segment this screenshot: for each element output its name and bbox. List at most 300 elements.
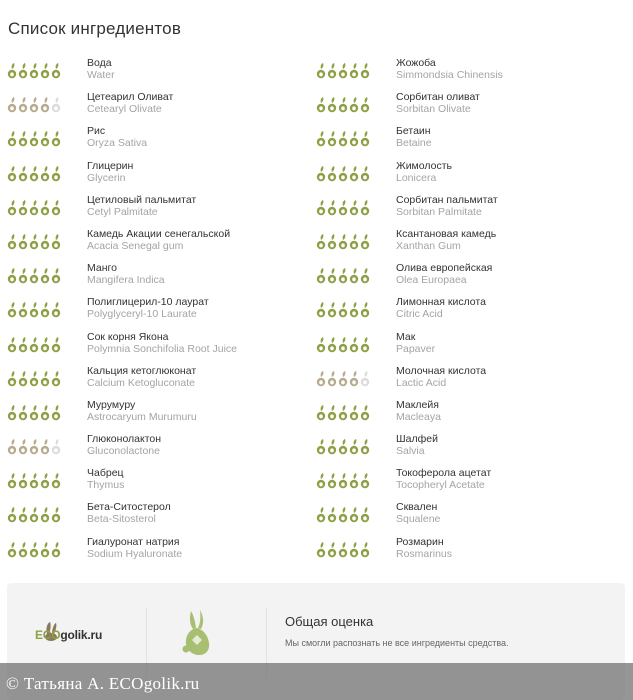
ingredient-names <box>87 160 133 184</box>
rating-drop-filled-icon <box>18 439 28 455</box>
rating-drop-filled-icon <box>327 268 337 284</box>
rating-drop-filled-icon <box>360 542 370 558</box>
ingredient-names <box>396 57 503 81</box>
rating-drop-filled-icon <box>349 337 359 353</box>
rating-drop-filled-icon <box>360 268 370 284</box>
ecogolik-logo-text[interactable] <box>35 628 102 642</box>
ingredient-item[interactable] <box>316 123 626 157</box>
ingredient-names <box>396 228 496 252</box>
rating-drop-filled-icon <box>18 542 28 558</box>
rating-drop-filled-icon <box>338 405 348 421</box>
rating-drop-filled-icon <box>327 166 337 182</box>
rating-drop-filled-icon <box>7 166 17 182</box>
rating-drop-filled-icon <box>29 542 39 558</box>
ingredient-rating <box>7 63 61 79</box>
rating-drop-filled-icon <box>29 507 39 523</box>
page-title: Список ингредиентов <box>8 19 182 38</box>
ingredient-name-ru: Сорбитан оливат <box>396 91 480 104</box>
rating-drop-filled-icon <box>349 234 359 250</box>
ingredient-name-ru: Сорбитан пальмитат <box>396 193 498 206</box>
ingredient-name-en: Thymus <box>87 479 125 492</box>
rating-drop-filled-icon <box>51 405 61 421</box>
ingredient-names <box>87 399 197 423</box>
rating-drop-filled-icon <box>360 439 370 455</box>
rating-drop-filled-icon <box>29 371 39 387</box>
ingredient-names <box>87 125 147 149</box>
ingredient-rating <box>316 234 370 250</box>
ingredient-item[interactable] <box>7 499 307 533</box>
ingredient-name-ru: Бетаин <box>396 125 431 138</box>
ingredient-names <box>396 331 435 355</box>
rating-drop-filled-icon <box>7 337 17 353</box>
rating-drop-filled-icon <box>7 473 17 489</box>
ingredient-names <box>396 467 491 491</box>
ingredient-name-en: Papaver <box>396 342 436 355</box>
ingredient-name-ru: Глицерин <box>87 159 134 172</box>
ingredient-item[interactable] <box>316 534 626 568</box>
rating-drop-filled-icon <box>29 268 39 284</box>
rating-drop-filled-icon <box>360 405 370 421</box>
rating-drop-filled-icon <box>40 473 50 489</box>
ingredient-item[interactable] <box>7 363 307 397</box>
rating-drop-filled-icon <box>338 234 348 250</box>
overall-rating-note: Мы смогли распознать не все ингредиенты средства. <box>285 638 509 648</box>
rating-drop-filled-icon <box>18 63 28 79</box>
ingredient-rating <box>7 371 61 387</box>
ingredient-item[interactable] <box>7 89 307 123</box>
rating-drop-filled-icon <box>29 439 39 455</box>
rating-drop-filled-icon <box>40 542 50 558</box>
ingredient-row <box>0 329 633 363</box>
rating-drop-filled-icon <box>349 507 359 523</box>
ingredient-row <box>0 363 633 397</box>
rating-drop-filled-icon <box>18 166 28 182</box>
rating-drop-filled-icon <box>349 542 359 558</box>
rating-drop-filled-icon <box>349 63 359 79</box>
rating-drop-filled-icon <box>40 234 50 250</box>
rating-drop-filled-icon <box>7 542 17 558</box>
ingredient-rating <box>7 166 61 182</box>
ingredient-item[interactable] <box>316 55 626 89</box>
rating-drop-filled-icon <box>40 439 50 455</box>
ingredient-name-en: Squalene <box>396 513 441 526</box>
ingredient-name-ru: Гиалуронат натрия <box>87 535 180 548</box>
ingredient-name-ru: Глюконолактон <box>87 433 162 446</box>
ingredient-name-ru: Цетиловый пальмитат <box>87 193 197 206</box>
ingredient-name-en: Polyglyceryl-10 Laurate <box>87 308 197 321</box>
ingredient-rating <box>316 302 370 318</box>
rating-drop-filled-icon <box>349 302 359 318</box>
ingredient-name-en: Tocopheryl Acetate <box>396 479 485 492</box>
watermark-text: © Татьяна А. ECOgolik.ru <box>6 674 200 693</box>
rating-drop-filled-icon <box>327 473 337 489</box>
ingredient-names <box>396 399 441 423</box>
rating-drop-filled-icon <box>360 302 370 318</box>
rating-drop-filled-icon <box>29 200 39 216</box>
ingredient-name-en: Olea Europaea <box>396 274 467 287</box>
ingredient-rating <box>316 268 370 284</box>
ingredient-item[interactable] <box>316 158 626 192</box>
rating-drop-filled-icon <box>7 371 17 387</box>
rating-drop-filled-icon <box>316 166 326 182</box>
ingredient-row <box>0 465 633 499</box>
rating-drop-filled-icon <box>338 131 348 147</box>
ingredient-name-ru: Жимолость <box>396 159 453 172</box>
rating-drop-filled-icon <box>338 200 348 216</box>
ingredient-name-ru: Розмарин <box>396 535 444 548</box>
ingredient-name-ru: Кальция кетоглюконат <box>87 364 197 377</box>
rating-drop-filled-icon <box>51 507 61 523</box>
rating-drop-filled-icon <box>7 405 17 421</box>
ingredient-item[interactable] <box>7 123 307 157</box>
rating-drop-filled-icon <box>349 405 359 421</box>
ingredient-names <box>87 91 173 115</box>
ingredient-name-ru: Жожоба <box>396 57 436 69</box>
ingredient-rating <box>7 97 61 113</box>
rating-drop-filled-icon <box>360 234 370 250</box>
ingredient-rating <box>7 473 61 489</box>
ingredient-row <box>0 158 633 192</box>
ingredient-item[interactable] <box>316 226 626 260</box>
rating-drop-filled-icon <box>338 439 348 455</box>
ingredient-name-en: Lonicera <box>396 171 437 184</box>
rating-drop-filled-icon <box>51 234 61 250</box>
ingredient-names <box>87 57 115 81</box>
ingredient-names <box>87 467 124 491</box>
ingredient-rating <box>316 63 370 79</box>
rating-drop-filled-icon <box>18 371 28 387</box>
ingredient-name-en: Cetyl Palmitate <box>87 205 158 218</box>
ingredient-name-en: Mangifera Indica <box>87 274 165 287</box>
ingredient-item[interactable] <box>316 329 626 363</box>
ingredient-name-en: Beta-Sitosterol <box>87 513 156 526</box>
rating-drop-filled-icon <box>327 234 337 250</box>
rating-drop-filled-icon <box>338 63 348 79</box>
ingredient-name-ru: Сквален <box>396 501 438 514</box>
rating-drop-filled-icon <box>18 302 28 318</box>
ingredient-name-ru: Мак <box>396 330 416 343</box>
rating-drop-filled-icon <box>360 131 370 147</box>
ingredient-name-en: Astrocaryum Murumuru <box>87 410 197 423</box>
ingredient-rating <box>7 405 61 421</box>
ingredient-item[interactable] <box>7 192 307 226</box>
ingredient-item[interactable] <box>316 363 626 397</box>
rating-drop-filled-icon <box>18 268 28 284</box>
ingredient-name-ru: Вода <box>87 57 112 69</box>
ingredient-rating <box>316 200 370 216</box>
ingredient-rating <box>7 234 61 250</box>
ingredient-item[interactable] <box>7 260 307 294</box>
rating-drop-filled-icon <box>338 542 348 558</box>
rating-drop-filled-icon <box>316 371 326 387</box>
ingredient-name-en: Macleaya <box>396 410 441 423</box>
ingredient-name-en: Cetearyl Olivate <box>87 103 162 116</box>
ingredient-name-en: Rosmarinus <box>396 547 453 560</box>
ingredient-rating <box>316 371 370 387</box>
rating-drop-filled-icon <box>316 131 326 147</box>
rating-drop-filled-icon <box>316 63 326 79</box>
ingredient-item[interactable] <box>316 499 626 533</box>
rating-drop-filled-icon <box>327 405 337 421</box>
rating-drop-filled-icon <box>29 97 39 113</box>
rating-drop-filled-icon <box>338 97 348 113</box>
ingredient-names <box>396 433 438 457</box>
ingredient-rating <box>7 268 61 284</box>
ingredient-name-ru: Ксантановая камедь <box>396 227 497 240</box>
ingredient-name-en: Betaine <box>396 137 432 150</box>
ingredient-names <box>87 331 237 355</box>
ingredient-item[interactable] <box>7 158 307 192</box>
ingredient-row <box>0 260 633 294</box>
rating-drop-filled-icon <box>360 473 370 489</box>
rating-drop-filled-icon <box>51 337 61 353</box>
ingredient-row <box>0 397 633 431</box>
rating-drop-filled-icon <box>51 166 61 182</box>
ingredient-rating <box>316 542 370 558</box>
ingredient-item[interactable] <box>316 192 626 226</box>
rating-drop-filled-icon <box>360 166 370 182</box>
rating-drop-filled-icon <box>327 63 337 79</box>
ingredient-names <box>87 536 182 560</box>
ingredient-names <box>396 365 486 389</box>
rating-drop-filled-icon <box>338 337 348 353</box>
rating-drop-empty-icon <box>51 97 61 113</box>
rating-drop-filled-icon <box>338 371 348 387</box>
ingredient-names <box>87 501 171 525</box>
ingredient-name-ru: Манго <box>87 262 117 275</box>
ingredient-list <box>0 55 633 568</box>
ingredient-name-en: Water <box>87 69 115 81</box>
ingredient-item[interactable] <box>316 294 626 328</box>
bunny-icon <box>177 607 217 657</box>
rating-drop-filled-icon <box>7 200 17 216</box>
ingredient-name-en: Xanthan Gum <box>396 239 461 252</box>
rating-drop-filled-icon <box>349 97 359 113</box>
ingredient-names <box>396 262 492 286</box>
rating-drop-filled-icon <box>327 97 337 113</box>
rating-drop-filled-icon <box>40 63 50 79</box>
rating-drop-filled-icon <box>40 200 50 216</box>
ingredient-rating <box>7 542 61 558</box>
ingredient-name-en: Salvia <box>396 445 425 458</box>
rating-drop-filled-icon <box>18 234 28 250</box>
rating-drop-filled-icon <box>360 200 370 216</box>
ingredient-name-ru: Шалфей <box>396 433 438 446</box>
ingredient-name-ru: Бета-Ситостерол <box>87 501 171 514</box>
rating-drop-filled-icon <box>40 337 50 353</box>
rating-drop-filled-icon <box>338 302 348 318</box>
ingredient-item[interactable] <box>7 226 307 260</box>
rating-drop-filled-icon <box>18 473 28 489</box>
ingredient-name-ru: Олива европейская <box>396 262 493 275</box>
ingredient-row <box>0 294 633 328</box>
logo-eco: ECO <box>35 628 61 642</box>
rating-drop-filled-icon <box>327 542 337 558</box>
rating-drop-filled-icon <box>18 405 28 421</box>
rating-drop-filled-icon <box>316 268 326 284</box>
ingredient-item[interactable] <box>316 89 626 123</box>
rating-drop-filled-icon <box>51 200 61 216</box>
rating-drop-filled-icon <box>40 371 50 387</box>
rating-drop-filled-icon <box>29 405 39 421</box>
ingredient-names <box>87 194 196 218</box>
ingredient-rating <box>7 507 61 523</box>
overall-rating-title: Общая оценка <box>285 614 374 629</box>
ingredient-rating <box>316 131 370 147</box>
ingredient-item[interactable] <box>7 465 307 499</box>
ingredient-rating <box>316 507 370 523</box>
ingredient-item[interactable] <box>316 431 626 465</box>
ingredient-names <box>396 194 498 218</box>
ingredient-rating <box>316 166 370 182</box>
ingredient-name-ru: Чабрец <box>87 467 124 480</box>
ingredient-rating <box>316 439 370 455</box>
rating-drop-filled-icon <box>29 337 39 353</box>
ingredient-item[interactable] <box>7 431 307 465</box>
ingredient-name-en: Lactic Acid <box>396 376 447 389</box>
rating-drop-filled-icon <box>349 473 359 489</box>
ingredient-item[interactable] <box>7 294 307 328</box>
ingredient-rating <box>7 439 61 455</box>
rating-drop-filled-icon <box>349 200 359 216</box>
ingredient-item[interactable] <box>316 260 626 294</box>
ingredient-name-ru: Камедь Акации сенегальской <box>87 227 231 240</box>
ingredient-name-en: Sodium Hyaluronate <box>87 547 183 560</box>
rating-drop-filled-icon <box>29 473 39 489</box>
rating-drop-filled-icon <box>338 268 348 284</box>
rating-drop-filled-icon <box>349 268 359 284</box>
ingredient-name-ru: Молочная кислота <box>396 364 487 377</box>
rating-drop-filled-icon <box>51 473 61 489</box>
ingredient-item[interactable] <box>7 397 307 431</box>
rating-drop-filled-icon <box>51 302 61 318</box>
ingredient-name-ru: Полиглицерил-10 лаурат <box>87 296 209 309</box>
ingredient-rating <box>316 97 370 113</box>
ingredient-rating <box>316 473 370 489</box>
ingredient-names <box>87 433 161 457</box>
rating-drop-filled-icon <box>7 268 17 284</box>
rating-drop-filled-icon <box>40 268 50 284</box>
ingredient-item[interactable] <box>7 329 307 363</box>
rating-drop-filled-icon <box>316 234 326 250</box>
ingredient-name-en: Calcium Ketogluconate <box>87 376 195 389</box>
ingredient-names <box>87 228 230 252</box>
rating-drop-filled-icon <box>29 131 39 147</box>
ingredient-row <box>0 431 633 465</box>
rating-drop-filled-icon <box>316 507 326 523</box>
ingredient-name-ru: Цетеарил Оливат <box>87 91 174 104</box>
rating-drop-filled-icon <box>360 337 370 353</box>
ingredient-rating <box>7 302 61 318</box>
ingredient-rating <box>7 131 61 147</box>
rating-drop-filled-icon <box>40 166 50 182</box>
rating-drop-filled-icon <box>360 507 370 523</box>
ingredient-names <box>396 296 486 320</box>
ingredient-row <box>0 55 633 89</box>
ingredient-names <box>396 536 452 560</box>
ingredient-name-en: Glycerin <box>87 171 126 184</box>
rating-drop-filled-icon <box>316 200 326 216</box>
rating-drop-filled-icon <box>349 439 359 455</box>
rating-drop-filled-icon <box>338 473 348 489</box>
rating-drop-filled-icon <box>40 302 50 318</box>
rating-drop-filled-icon <box>18 337 28 353</box>
rating-drop-filled-icon <box>316 97 326 113</box>
rating-drop-filled-icon <box>51 268 61 284</box>
ingredient-row <box>0 226 633 260</box>
rating-drop-empty-icon <box>360 371 370 387</box>
rating-drop-filled-icon <box>18 200 28 216</box>
ingredient-names <box>87 262 165 286</box>
ingredient-item[interactable] <box>7 534 307 568</box>
ingredient-name-ru: Сок корня Якона <box>87 330 169 343</box>
rating-drop-filled-icon <box>29 63 39 79</box>
watermark <box>0 663 633 700</box>
rating-drop-filled-icon <box>29 302 39 318</box>
rating-drop-filled-icon <box>51 371 61 387</box>
ingredient-rating <box>316 337 370 353</box>
rating-drop-filled-icon <box>316 405 326 421</box>
ingredient-name-ru: Мурумуру <box>87 398 136 411</box>
rating-drop-empty-icon <box>51 439 61 455</box>
ingredient-name-ru: Лимонная кислота <box>396 296 486 309</box>
rating-drop-filled-icon <box>7 439 17 455</box>
rating-drop-filled-icon <box>29 166 39 182</box>
ingredient-row <box>0 534 633 568</box>
rating-drop-filled-icon <box>349 131 359 147</box>
ingredient-item[interactable] <box>7 55 307 89</box>
ingredient-item[interactable] <box>316 397 626 431</box>
rating-drop-filled-icon <box>51 63 61 79</box>
rating-drop-filled-icon <box>40 405 50 421</box>
rating-drop-filled-icon <box>51 131 61 147</box>
ingredient-names <box>87 365 196 389</box>
ingredient-rating <box>7 337 61 353</box>
rating-drop-filled-icon <box>349 166 359 182</box>
ingredient-rating <box>316 405 370 421</box>
ingredient-row <box>0 123 633 157</box>
rating-drop-filled-icon <box>327 302 337 318</box>
rating-drop-filled-icon <box>18 131 28 147</box>
ingredient-name-en: Gluconolactone <box>87 445 160 458</box>
ingredient-name-ru: Токоферола ацетат <box>396 467 492 480</box>
rating-drop-filled-icon <box>29 234 39 250</box>
rating-drop-filled-icon <box>316 337 326 353</box>
ingredient-names <box>396 501 440 525</box>
ingredient-name-en: Oryza Sativa <box>87 137 148 150</box>
rating-drop-filled-icon <box>360 63 370 79</box>
rating-drop-filled-icon <box>327 371 337 387</box>
rating-drop-filled-icon <box>40 131 50 147</box>
ingredient-rating <box>7 200 61 216</box>
rating-drop-filled-icon <box>316 542 326 558</box>
ingredient-name-ru: Маклейя <box>396 398 439 411</box>
ingredient-name-en: Citric Acid <box>396 308 443 321</box>
rating-drop-filled-icon <box>40 507 50 523</box>
rating-drop-filled-icon <box>18 507 28 523</box>
ingredient-row <box>0 89 633 123</box>
ingredient-row <box>0 499 633 533</box>
rating-drop-filled-icon <box>7 302 17 318</box>
ingredient-item[interactable] <box>316 465 626 499</box>
ingredient-names <box>396 125 432 149</box>
rating-drop-filled-icon <box>327 507 337 523</box>
rating-drop-filled-icon <box>327 337 337 353</box>
ingredient-names <box>396 91 480 115</box>
ingredient-names <box>87 296 209 320</box>
logo-rest: golik.ru <box>60 628 103 642</box>
ingredient-row <box>0 192 633 226</box>
